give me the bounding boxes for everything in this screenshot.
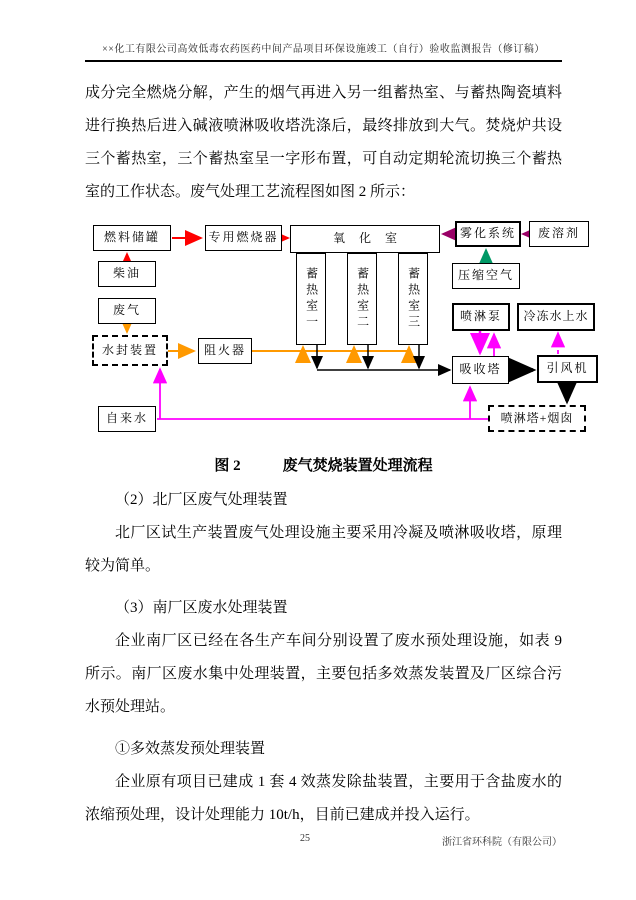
- paragraph-intro: 成分完全燃烧分解，产生的烟气再进入另一组蓄热室、与蓄热陶瓷填料进行换热后进入碱液喷淋吸收塔洗涤后，最终排放到大气。焚烧炉共设三个蓄热室，三个蓄热室呈一字形布置，可自动定期轮流切换三个蓄热室的工作状态。废气处理工艺流程图如图 2 所示：: [85, 85, 562, 200]
- box-fuel-tank: 燃料储罐: [93, 225, 171, 251]
- figure-caption: [85, 454, 562, 475]
- figure-caption-label: 图 2: [214, 458, 241, 474]
- paragraph-north-plant-gas: 北厂区试生产装置废气处理设施主要采用冷凝及喷淋吸收塔，原理较为简单。: [85, 525, 562, 574]
- box-atomization-system: 雾化系统: [455, 221, 521, 247]
- heading-multi-effect-evaporation: ①多效蒸发预处理装置: [115, 741, 266, 757]
- waste-gas-incineration-flow-diagram: [0, 213, 636, 445]
- box-oxidation-chamber: 氧化室: [290, 225, 440, 253]
- box-outlet-stack: 喷淋塔+烟囱: [488, 405, 586, 432]
- box-compressed-air: 压缩空气: [452, 263, 520, 289]
- page-header: ××化工有限公司高效低毒农药医药中间产品项目环保设施竣工（自行）验收监测报告（修订稿）: [85, 40, 562, 62]
- box-regenerator-2: 蓄热室二: [347, 253, 377, 345]
- box-absorption-tower: 吸收塔: [452, 356, 509, 384]
- box-flame-arrester: 阻火器: [198, 338, 252, 364]
- box-draft-fan: 引风机: [537, 355, 598, 383]
- box-diesel: 柴油: [98, 261, 156, 287]
- box-regenerator-3: 蓄热室三: [398, 253, 428, 345]
- figure-caption-title: 废气焚烧装置处理流程: [282, 458, 433, 474]
- box-waste-solvent: 废溶剂: [529, 221, 589, 247]
- box-regenerator-1: 蓄热室一: [296, 253, 326, 345]
- box-chilled-water-supply: 冷冻水上水: [517, 303, 595, 331]
- box-spray-pump: 喷淋泵: [452, 303, 510, 331]
- footer-organization: 浙江省环科院（有限公司）: [442, 837, 562, 848]
- paragraph-south-plant-water: 企业南厂区已经在各生产车间分别设置了废水预处理设施，如表 9 所示。南厂区废水集中处理装置，主要包括多效蒸发装置及厂区综合污水预处理站。: [85, 633, 562, 715]
- box-tap-water: 自来水: [98, 406, 156, 432]
- page-number: 25: [300, 833, 310, 844]
- box-water-seal: 水封装置: [92, 335, 168, 366]
- box-burner: 专用燃烧器: [205, 225, 282, 251]
- paragraph-multi-effect-evaporation: 企业原有项目已建成 1 套 4 效蒸发除盐装置，主要用于含盐废水的浓缩预处理，设计处理能力 10t/h，目前已建成并投入运行。: [85, 774, 562, 823]
- heading-north-plant-gas: （2）北厂区废气处理装置: [115, 492, 288, 508]
- box-waste-gas: 废气: [98, 298, 156, 324]
- heading-south-plant-water: （3）南厂区废水处理装置: [115, 600, 288, 616]
